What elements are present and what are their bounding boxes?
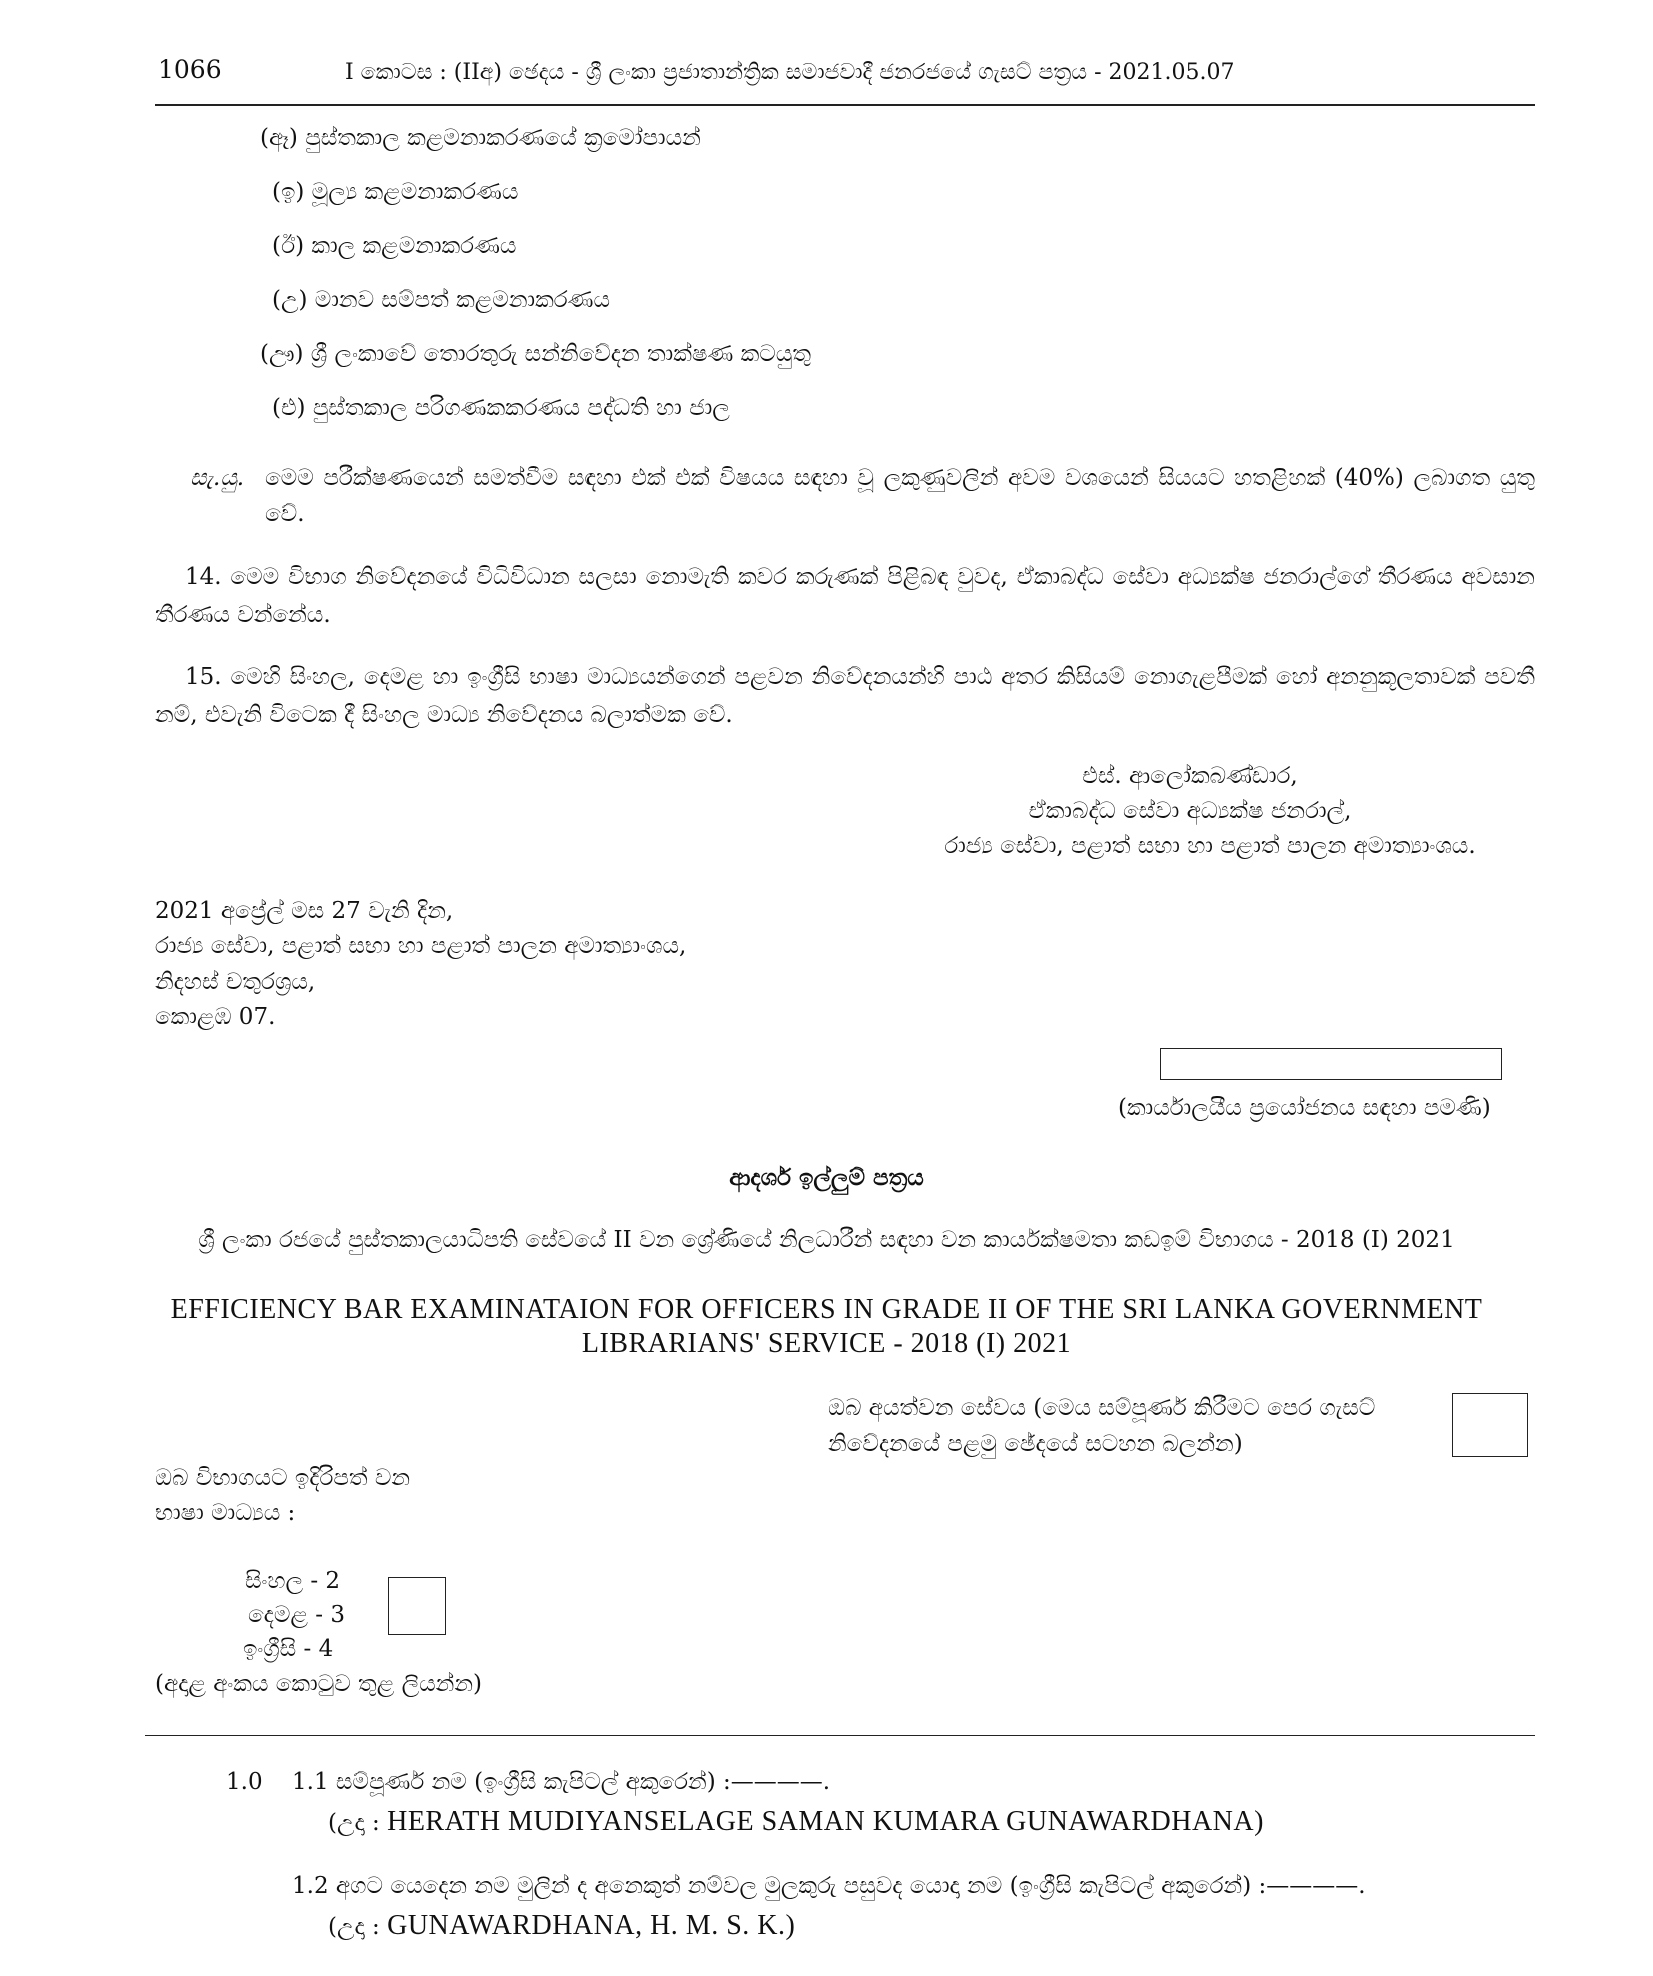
medium-hint: (අදාළ අංකය කොටුව තුළ ලියන්න) <box>155 1671 482 1697</box>
medium-label-cont: භාෂා මාධ්‍යය : <box>155 1500 296 1526</box>
address-line: 2021 අප්‍රේල් මස 27 වැනි දින, <box>155 898 454 924</box>
office-use-box[interactable] <box>1160 1048 1502 1080</box>
subject-item: (ඌ) ශ්‍රී ලංකාවේ තොරතුරු සන්නිවේදන තාක්ෂණ කටයුතු <box>260 341 812 367</box>
medium-option-english: ඉංග්‍රීසි - 4 <box>243 1636 334 1662</box>
medium-label: ඔබ විභාගයට ඉදිරිපත් වන <box>155 1465 411 1491</box>
address-line: රාජ්‍ය සේවා, පළාත් සභා හා පළාත් පාලන අමාත්‍යාංශය, <box>155 933 687 959</box>
paragraph-15: 15. මෙහි සිංහල, දෙමළ හා ඉංග්‍රීසි භාෂා මාධ්‍යයන්ගෙන් පළවන නිවේදනයන්හි පාඨ අතර කිසියම් නොගැළපීමක් හෝ අනනුකූලතාවක් පවතී නම්, එවැනි විටෙක දී සිංහල මාධ්‍ය නිවේදනය බලාත්මක වේ. <box>155 664 1535 728</box>
service-code-box[interactable] <box>1452 1393 1528 1457</box>
subject-item: (ඊ) කාල කළමනාකරණය <box>272 233 517 259</box>
question-number: 1.0 <box>226 1769 263 1795</box>
address-line: කොළඹ 07. <box>155 1004 276 1030</box>
header-rule <box>155 104 1535 106</box>
service-label: ඔබ අයත්වන සේවය (මෙය සම්පූර්ණ කිරීමට පෙර ගැසට් <box>828 1395 1376 1421</box>
exam-title-sinhala: ශ්‍රී ලංකා රජයේ පුස්තකාලයාධිපති සේවයේ II වන ශ්‍රේණියේ නිලධාරීන් සඳහා වන කාර්යක්ෂමතා කඩඉම් විභාගය - 2018 (I) 2021 <box>198 1227 1455 1253</box>
note-text: මෙම පරීක්ෂණයෙන් සමත්වීම සඳහා එක් එක් විෂයය සඳහා වූ ලකුණුවලින් අවම වශයෙන් සියයට හතළිහක් (40%) ලබාගත යුතු වේ. <box>265 465 1535 527</box>
note-label: සැ.යු. <box>190 465 245 491</box>
service-label-cont: නිවේදනයේ පළමු ඡේදයේ සටහන බලන්න) <box>828 1431 1243 1457</box>
subject-item: (උ) මානව සම්පත් කළමනාකරණය <box>272 287 611 313</box>
signatory-ministry: රාජ්‍ය සේවා, පළාත් සභා හා පළාත් පාලන අමාත්‍යාංශය. <box>944 833 1476 859</box>
exam-title-english-line2: LIBRARIANS' SERVICE - 2018 (I) 2021 <box>581 1328 1072 1359</box>
example-prefix: (උදා : <box>328 1914 380 1940</box>
example-full-name: HERATH MUDIYANSELAGE SAMAN KUMARA GUNAWARDHANA) <box>387 1806 1264 1837</box>
gazette-header-title: I කොටස : (IIඅ) ඡෙදය - ශ්‍රී ලංකා ප්‍රජාතාන්ත්‍රික සමාජවාදී ජනරජයේ ගැසට් පත්‍රය - 2021.05.07 <box>345 60 1235 85</box>
page-number: 1066 <box>158 55 222 84</box>
question-1-2-example <box>328 1906 795 1945</box>
example-prefix: (උදා : <box>328 1810 380 1836</box>
paragraph-14: 14. මෙම විභාග නිවේදනයේ විධිවිධාන සලසා නොමැති කවර කරුණක් පිළිබඳ වුවද, ඒකාබද්ධ සේවා අධ්‍යක්ෂ ජනරාල්ගේ තීරණය අවසාන තීරණය වන්නේය. <box>155 564 1535 628</box>
office-use-label: (කාර්යාලයීය ප්‍රයෝජනය සඳහා පමණි) <box>1118 1095 1491 1121</box>
subject-item: (එ) පුස්තකාල පරිගණකකරණය පද්ධති හා ජාල <box>272 395 730 421</box>
example-name-with-initials: GUNAWARDHANA, H. M. S. K.) <box>387 1910 796 1941</box>
question-1-1-example <box>328 1802 1264 1841</box>
question-1-2-label: 1.2 අගට යෙදෙන නම මුලින් ද අනෙකුත් නම්වල මුලකුරු පසුවද යොදා නම (ඉංග්‍රීසි කැපිටල් අකුරෙන්) :————. <box>292 1873 1366 1899</box>
section-rule <box>145 1735 1535 1736</box>
medium-option-sinhala: සිංහල - 2 <box>245 1568 341 1594</box>
signatory-name: එස්. ආලෝකබණ්ඩාර, <box>1082 763 1298 789</box>
medium-option-tamil: දෙමළ - 3 <box>248 1602 345 1628</box>
subject-item: (ඈ) පුස්තකාල කළමනාකරණයේ ක්‍රමෝපායන් <box>260 125 701 151</box>
question-1-1-label: 1.1 සම්පූර්ණ නම (ඉංග්‍රීසි කැපිටල් අකුරෙන්) :————. <box>292 1769 831 1795</box>
form-title: ආදර්ශ ඉල්ලුම් පත්‍රය <box>729 1164 924 1191</box>
subject-item: (ඉ) මූල්‍ය කළමනාකරණය <box>272 179 519 205</box>
signatory-designation: ඒකාබද්ධ සේවා අධ්‍යක්ෂ ජනරාල්, <box>1028 798 1352 824</box>
address-line: නිදහස් චතුරශ්‍රය, <box>155 969 316 995</box>
exam-title-english-line1: EFFICIENCY BAR EXAMINATAION FOR OFFICERS IN GRADE II OF THE SRI LANKA GOVERNMENT <box>170 1294 1483 1325</box>
medium-code-box[interactable] <box>388 1577 446 1635</box>
